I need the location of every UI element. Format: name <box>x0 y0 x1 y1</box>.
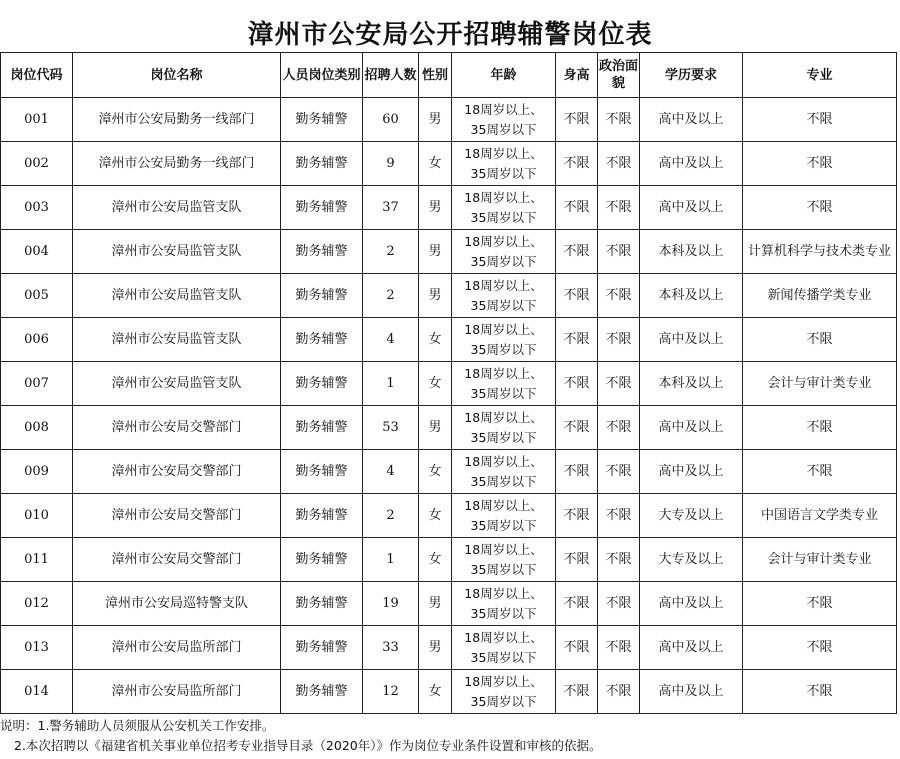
cell-code: 006 <box>1 318 73 362</box>
age-line-1: 18周岁以上、 <box>464 673 543 689</box>
table-row <box>1 626 897 670</box>
age-line-2: 35周岁以下 <box>470 121 537 137</box>
cell-count: 4 <box>363 450 419 494</box>
header-name: 岗位名称 <box>73 53 281 98</box>
cell-gender: 女 <box>419 494 452 538</box>
cell-age <box>452 670 556 714</box>
cell-height: 不限 <box>556 626 598 670</box>
cell-code: 007 <box>1 362 73 406</box>
cell-gender: 男 <box>419 230 452 274</box>
age-line-2: 35周岁以下 <box>470 209 537 225</box>
age-line-1: 18周岁以上、 <box>464 277 543 293</box>
cell-height: 不限 <box>556 318 598 362</box>
age-line-1: 18周岁以上、 <box>464 453 543 469</box>
age-line-2: 35周岁以下 <box>470 517 537 533</box>
cell-name: 漳州市公安局监管支队 <box>73 230 281 274</box>
age-line-1: 18周岁以上、 <box>464 497 543 513</box>
cell-height: 不限 <box>556 230 598 274</box>
header-age: 年龄 <box>452 53 556 98</box>
cell-count: 1 <box>363 362 419 406</box>
cell-count: 4 <box>363 318 419 362</box>
header-politics: 政治面貌 <box>598 53 640 98</box>
cell-politics: 不限 <box>598 186 640 230</box>
cell-politics: 不限 <box>598 230 640 274</box>
cell-height: 不限 <box>556 406 598 450</box>
age-line-1: 18周岁以上、 <box>464 541 543 557</box>
cell-major: 计算机科学与技术类专业 <box>743 230 897 274</box>
header-code: 岗位代码 <box>1 53 73 98</box>
cell-politics: 不限 <box>598 142 640 186</box>
age-line-2: 35周岁以下 <box>470 473 537 489</box>
cell-code: 003 <box>1 186 73 230</box>
cell-code: 012 <box>1 582 73 626</box>
cell-politics: 不限 <box>598 494 640 538</box>
cell-name: 漳州市公安局交警部门 <box>73 494 281 538</box>
cell-major: 不限 <box>743 98 897 142</box>
cell-politics: 不限 <box>598 670 640 714</box>
age-line-2: 35周岁以下 <box>470 561 537 577</box>
cell-education: 高中及以上 <box>640 582 743 626</box>
age-line-1: 18周岁以上、 <box>464 321 543 337</box>
table-row <box>1 318 897 362</box>
cell-major: 会计与审计类专业 <box>743 538 897 582</box>
cell-name: 漳州市公安局交警部门 <box>73 406 281 450</box>
cell-type: 勤务辅警 <box>281 406 363 450</box>
table-row <box>1 362 897 406</box>
cell-height: 不限 <box>556 538 598 582</box>
cell-name: 漳州市公安局交警部门 <box>73 450 281 494</box>
cell-education: 高中及以上 <box>640 142 743 186</box>
cell-code: 005 <box>1 274 73 318</box>
cell-type: 勤务辅警 <box>281 362 363 406</box>
cell-politics: 不限 <box>598 406 640 450</box>
cell-gender: 女 <box>419 142 452 186</box>
cell-height: 不限 <box>556 98 598 142</box>
cell-height: 不限 <box>556 582 598 626</box>
cell-politics: 不限 <box>598 362 640 406</box>
header-gender: 性别 <box>419 53 452 98</box>
age-line-1: 18周岁以上、 <box>464 233 543 249</box>
cell-age <box>452 186 556 230</box>
note-line-2: 2.本次招聘以《福建省机关事业单位招考专业指导目录（2020年）》作为岗位专业条件设置和审核的依据。 <box>14 738 602 753</box>
cell-count: 19 <box>363 582 419 626</box>
cell-education: 高中及以上 <box>640 186 743 230</box>
cell-education: 高中及以上 <box>640 318 743 362</box>
notes <box>0 716 900 756</box>
cell-height: 不限 <box>556 450 598 494</box>
cell-education: 高中及以上 <box>640 670 743 714</box>
cell-gender: 男 <box>419 186 452 230</box>
cell-type: 勤务辅警 <box>281 494 363 538</box>
age-line-1: 18周岁以上、 <box>464 189 543 205</box>
cell-education: 高中及以上 <box>640 450 743 494</box>
age-line-1: 18周岁以上、 <box>464 629 543 645</box>
age-line-2: 35周岁以下 <box>470 649 537 665</box>
age-line-2: 35周岁以下 <box>470 165 537 181</box>
cell-age <box>452 494 556 538</box>
age-line-2: 35周岁以下 <box>470 341 537 357</box>
cell-education: 高中及以上 <box>640 626 743 670</box>
cell-education: 大专及以上 <box>640 494 743 538</box>
cell-count: 33 <box>363 626 419 670</box>
cell-code: 010 <box>1 494 73 538</box>
cell-gender: 男 <box>419 582 452 626</box>
cell-age <box>452 582 556 626</box>
age-line-2: 35周岁以下 <box>470 253 537 269</box>
cell-type: 勤务辅警 <box>281 186 363 230</box>
cell-gender: 女 <box>419 318 452 362</box>
table-row <box>1 538 897 582</box>
cell-major: 中国语言文学类专业 <box>743 494 897 538</box>
cell-name: 漳州市公安局监管支队 <box>73 318 281 362</box>
cell-age <box>452 450 556 494</box>
cell-politics: 不限 <box>598 626 640 670</box>
cell-height: 不限 <box>556 274 598 318</box>
age-line-1: 18周岁以上、 <box>464 101 543 117</box>
cell-count: 37 <box>363 186 419 230</box>
cell-type: 勤务辅警 <box>281 142 363 186</box>
cell-gender: 男 <box>419 406 452 450</box>
cell-count: 9 <box>363 142 419 186</box>
cell-type: 勤务辅警 <box>281 626 363 670</box>
cell-politics: 不限 <box>598 582 640 626</box>
cell-name: 漳州市公安局交警部门 <box>73 538 281 582</box>
cell-age <box>452 362 556 406</box>
cell-code: 009 <box>1 450 73 494</box>
header-education: 学历要求 <box>640 53 743 98</box>
cell-type: 勤务辅警 <box>281 670 363 714</box>
age-line-1: 18周岁以上、 <box>464 409 543 425</box>
age-line-1: 18周岁以上、 <box>464 145 543 161</box>
cell-height: 不限 <box>556 670 598 714</box>
cell-education: 高中及以上 <box>640 406 743 450</box>
cell-gender: 女 <box>419 538 452 582</box>
cell-age <box>452 406 556 450</box>
page-title: 漳州市公安局公开招聘辅警岗位表 <box>247 20 653 50</box>
cell-major: 不限 <box>743 582 897 626</box>
cell-code: 011 <box>1 538 73 582</box>
cell-code: 014 <box>1 670 73 714</box>
cell-major: 不限 <box>743 142 897 186</box>
cell-type: 勤务辅警 <box>281 538 363 582</box>
cell-age <box>452 274 556 318</box>
cell-education: 高中及以上 <box>640 98 743 142</box>
cell-age <box>452 98 556 142</box>
cell-count: 1 <box>363 538 419 582</box>
cell-gender: 男 <box>419 626 452 670</box>
age-line-2: 35周岁以下 <box>470 385 537 401</box>
cell-major: 不限 <box>743 186 897 230</box>
cell-name: 漳州市公安局监管支队 <box>73 274 281 318</box>
cell-code: 004 <box>1 230 73 274</box>
table-row <box>1 142 897 186</box>
cell-type: 勤务辅警 <box>281 450 363 494</box>
cell-count: 12 <box>363 670 419 714</box>
cell-major: 不限 <box>743 318 897 362</box>
note-line-1: 说明：1.警务辅助人员须服从公安机关工作安排。 <box>0 718 275 733</box>
cell-politics: 不限 <box>598 318 640 362</box>
cell-major: 不限 <box>743 406 897 450</box>
cell-name: 漳州市公安局监所部门 <box>73 626 281 670</box>
cell-gender: 女 <box>419 450 452 494</box>
cell-name: 漳州市公安局勤务一线部门 <box>73 98 281 142</box>
cell-code: 001 <box>1 98 73 142</box>
table-row <box>1 274 897 318</box>
table-row <box>1 406 897 450</box>
cell-height: 不限 <box>556 494 598 538</box>
cell-name: 漳州市公安局勤务一线部门 <box>73 142 281 186</box>
cell-major: 新闻传播学类专业 <box>743 274 897 318</box>
age-line-1: 18周岁以上、 <box>464 585 543 601</box>
cell-education: 本科及以上 <box>640 362 743 406</box>
cell-gender: 女 <box>419 362 452 406</box>
cell-type: 勤务辅警 <box>281 98 363 142</box>
cell-type: 勤务辅警 <box>281 582 363 626</box>
cell-height: 不限 <box>556 362 598 406</box>
cell-code: 013 <box>1 626 73 670</box>
cell-age <box>452 230 556 274</box>
cell-age <box>452 626 556 670</box>
cell-height: 不限 <box>556 186 598 230</box>
cell-politics: 不限 <box>598 450 640 494</box>
table-row <box>1 670 897 714</box>
age-line-2: 35周岁以下 <box>470 693 537 709</box>
cell-name: 漳州市公安局监管支队 <box>73 362 281 406</box>
header-major: 专业 <box>743 53 897 98</box>
table-row <box>1 582 897 626</box>
cell-gender: 男 <box>419 274 452 318</box>
age-line-1: 18周岁以上、 <box>464 365 543 381</box>
cell-major: 会计与审计类专业 <box>743 362 897 406</box>
cell-count: 2 <box>363 230 419 274</box>
cell-name: 漳州市公安局巡特警支队 <box>73 582 281 626</box>
cell-education: 大专及以上 <box>640 538 743 582</box>
table-row <box>1 186 897 230</box>
table-row <box>1 494 897 538</box>
cell-height: 不限 <box>556 142 598 186</box>
cell-gender: 女 <box>419 670 452 714</box>
cell-age <box>452 538 556 582</box>
cell-major: 不限 <box>743 670 897 714</box>
cell-count: 53 <box>363 406 419 450</box>
cell-education: 本科及以上 <box>640 230 743 274</box>
cell-code: 008 <box>1 406 73 450</box>
cell-count: 2 <box>363 494 419 538</box>
cell-code: 002 <box>1 142 73 186</box>
table-row <box>1 230 897 274</box>
cell-major: 不限 <box>743 626 897 670</box>
cell-politics: 不限 <box>598 98 640 142</box>
table-row <box>1 98 897 142</box>
cell-politics: 不限 <box>598 538 640 582</box>
age-line-2: 35周岁以下 <box>470 297 537 313</box>
cell-education: 本科及以上 <box>640 274 743 318</box>
header-type: 人员岗位类别 <box>281 53 363 98</box>
cell-count: 2 <box>363 274 419 318</box>
cell-type: 勤务辅警 <box>281 230 363 274</box>
cell-name: 漳州市公安局监管支队 <box>73 186 281 230</box>
cell-type: 勤务辅警 <box>281 274 363 318</box>
cell-count: 60 <box>363 98 419 142</box>
table-row <box>1 450 897 494</box>
cell-politics: 不限 <box>598 274 640 318</box>
recruitment-table <box>0 52 897 714</box>
cell-major: 不限 <box>743 450 897 494</box>
cell-gender: 男 <box>419 98 452 142</box>
header-count: 招聘人数 <box>363 53 419 98</box>
age-line-2: 35周岁以下 <box>470 605 537 621</box>
cell-age <box>452 142 556 186</box>
table-body <box>1 98 897 714</box>
cell-name: 漳州市公安局监所部门 <box>73 670 281 714</box>
table-header-row <box>1 53 897 98</box>
cell-type: 勤务辅警 <box>281 318 363 362</box>
cell-age <box>452 318 556 362</box>
age-line-2: 35周岁以下 <box>470 429 537 445</box>
header-height: 身高 <box>556 53 598 98</box>
